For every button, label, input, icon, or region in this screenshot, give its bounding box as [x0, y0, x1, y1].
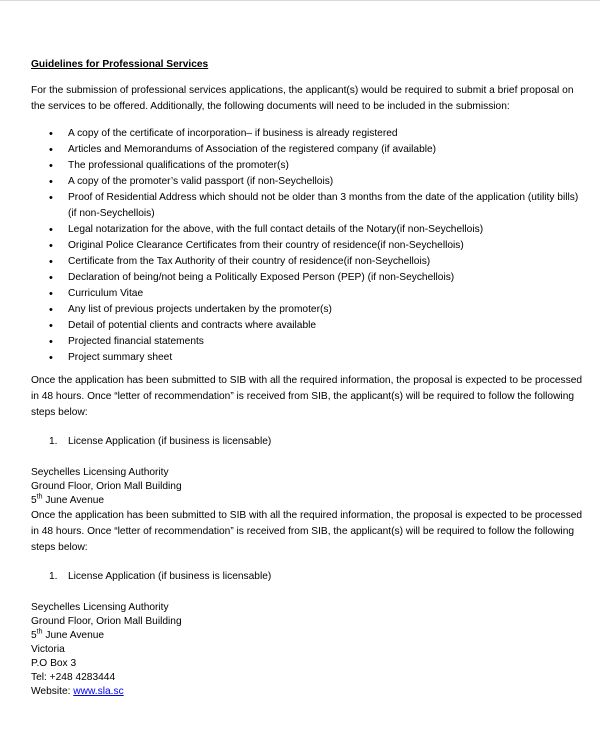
list-item: • Certificate from the Tax Authority of their country of residence(if non-Seychellois) — [31, 254, 586, 270]
intro-paragraph: For the submission of professional services applications, the applicant(s) would be required to submit a brief proposal on the services to be offered. Additionally, the following documents will need to be included in the submission: — [31, 85, 574, 112]
step-text: License Application (if business is licensable) — [68, 436, 272, 447]
authority-phone: Tel: +248 4283444 — [31, 672, 116, 683]
list-item: • Project summary sheet — [31, 350, 586, 366]
authority-building: Ground Floor, Orion Mall Building — [31, 481, 182, 492]
authority-address — [31, 466, 586, 508]
list-item: • Any list of previous projects undertaken by the promoter(s) — [31, 302, 586, 318]
list-item: • Original Police Clearance Certificates from their country of residence(if non-Seychellois) — [31, 238, 586, 254]
authority-name: Seychelles Licensing Authority — [31, 467, 169, 478]
street-number-suffix: th — [36, 628, 43, 636]
street-name: June Avenue — [42, 630, 105, 641]
authority-website-line — [31, 685, 586, 699]
document-content — [31, 58, 586, 699]
authority-city: Victoria — [31, 644, 65, 655]
processing-paragraph: Once the application has been submitted to SIB with all the required information, the proposal is expected to be processed in 48 hours. Once “letter of recommendation” is received from SIB, the applicant(s) will be required to follow the following steps below: — [31, 375, 583, 418]
list-item: • The professional qualifications of the promoter(s) — [31, 158, 586, 174]
document-heading: Guidelines for Professional Services — [31, 59, 209, 70]
step-item-repeat — [31, 569, 586, 585]
processing-paragraph-repeat: Once the application has been submitted to SIB with all the required information, the proposal is expected to be processed in 48 hours. Once “letter of recommendation” is received from SIB, the applicant(s) will be required to follow the following steps below: — [31, 510, 583, 553]
step-number: 1. — [49, 571, 58, 582]
list-item: • Curriculum Vitae — [31, 286, 586, 302]
list-item: • Projected financial statements — [31, 334, 586, 350]
list-item: • Declaration of being/not being a Politically Exposed Person (PEP) (if non-Seychellois) — [31, 270, 586, 286]
list-item: • Proof of Residential Address which should not be older than 3 months from the date of the application (utility bills) (if non-Seychellois) — [31, 190, 586, 222]
authority-building: Ground Floor, Orion Mall Building — [31, 616, 182, 627]
list-item: • Legal notarization for the above, with the full contact details of the Notary(if non-Seychellois) — [31, 222, 586, 238]
street-number-suffix: th — [36, 493, 43, 501]
authority-po-box: P.O Box 3 — [31, 658, 77, 669]
step-text: License Application (if business is licensable) — [68, 571, 272, 582]
website-link[interactable]: www.sla.sc — [73, 686, 124, 697]
list-item: • Detail of potential clients and contracts where available — [31, 318, 586, 334]
list-item: • A copy of the certificate of incorporation– if business is already registered — [31, 126, 586, 142]
requirements-list — [31, 126, 586, 366]
street-name: June Avenue — [42, 495, 105, 506]
step-item — [31, 434, 586, 450]
street-number: 5 — [31, 630, 37, 641]
step-number: 1. — [49, 436, 58, 447]
authority-address-full — [31, 601, 586, 699]
authority-street — [31, 629, 586, 643]
list-item: • A copy of the promoter’s valid passport (if non-Seychellois) — [31, 174, 586, 190]
authority-street — [31, 494, 586, 508]
list-item: • Articles and Memorandums of Association of the registered company (if available) — [31, 142, 586, 158]
street-number: 5 — [31, 495, 37, 506]
website-label: Website: — [31, 686, 74, 697]
authority-name: Seychelles Licensing Authority — [31, 602, 169, 613]
top-border — [0, 0, 600, 1]
